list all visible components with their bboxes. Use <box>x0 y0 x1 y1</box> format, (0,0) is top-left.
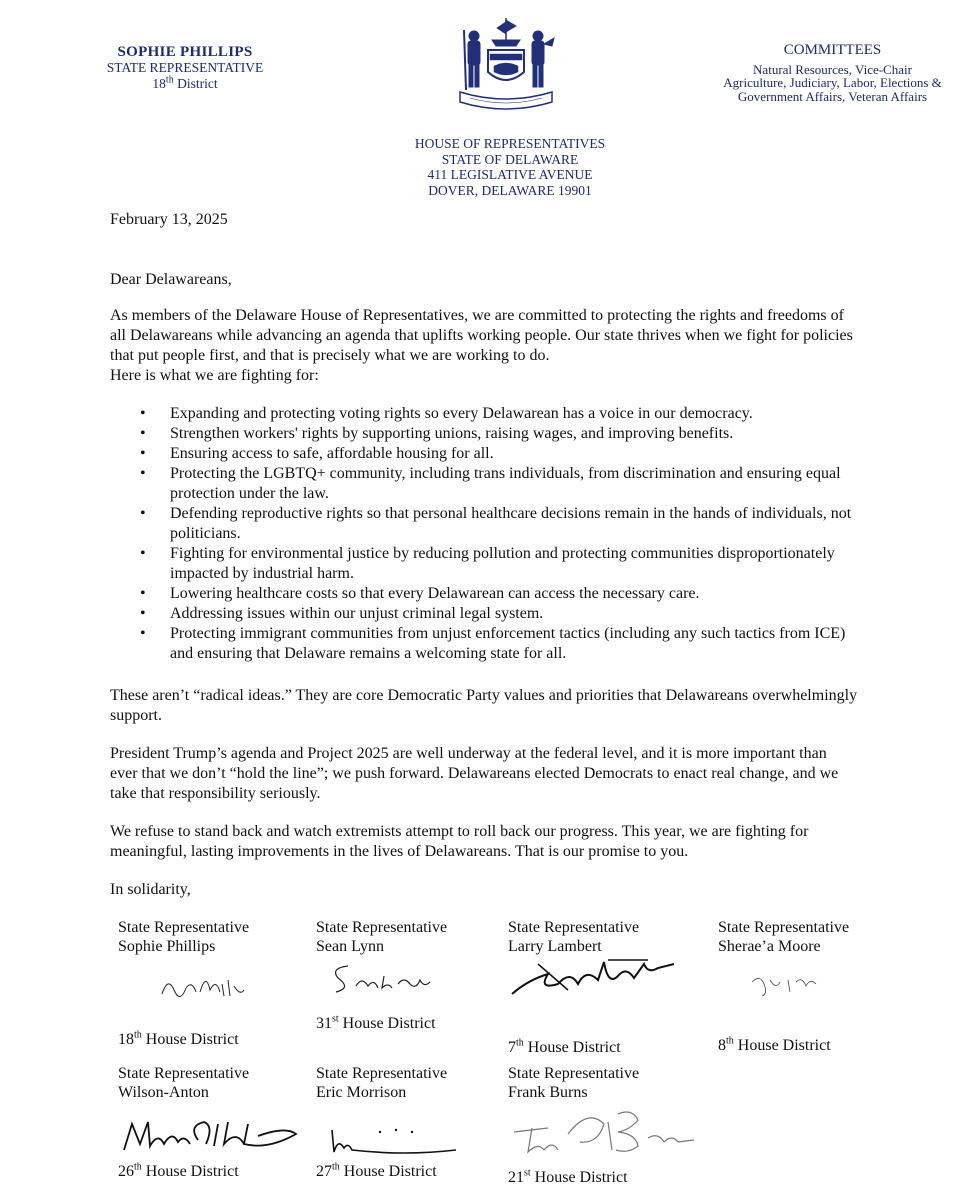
committees-block <box>700 44 965 103</box>
priorities-list <box>140 404 900 664</box>
office-address <box>380 136 640 198</box>
representative-name: SOPHIE PHILLIPS <box>117 44 253 60</box>
text-line: that put people first, and that is precisely what we are working to do. <box>110 347 550 364</box>
signature-image <box>118 1110 303 1158</box>
signature-block-moore: State Representative Sherae’a Moore 8th House District <box>718 919 850 1054</box>
list-item: • Protecting immigrant communities from unjust enforcement tactics (including any such tactics from ICE) and ensuring that Delaware remains a welcoming state for all. <box>140 624 900 664</box>
signature-image <box>158 966 248 1006</box>
values-paragraph <box>110 686 900 726</box>
text-line: As members of the Delaware House of Representatives, we are committed to protecting the rights and freedoms of <box>110 307 844 324</box>
list-item: • Protecting the LGBTQ+ community, including trans individuals, from discrimination and ensuring equal protection under the law. <box>140 464 900 504</box>
letter-greeting: Dear Delawareans, <box>110 271 232 288</box>
signature-block-phillips: State Representative Sophie Phillips 18th House District <box>118 919 250 1048</box>
signature-image <box>508 950 678 1000</box>
text-line: We refuse to stand back and watch extremists attempt to roll back our progress. This year, we are fighting for <box>110 823 809 840</box>
house-district-label: 26th House District <box>118 1161 239 1180</box>
signature-image <box>326 958 446 998</box>
signature-block-wilson-anton: State Representative Wilson-Anton 26th House District <box>118 1064 318 1102</box>
representative-district: 18th District <box>152 74 218 91</box>
text-line: ever that we don’t “hold the line”; we push forward. Delawareans elected Democrats to enact real change, and we <box>110 765 839 782</box>
list-item: • Expanding and protecting voting rights so every Delawarean has a voice in our democracy. <box>140 404 900 424</box>
address-line: 411 LEGISLATIVE AVENUE <box>427 167 593 182</box>
house-district-label: 18th House District <box>118 1029 239 1048</box>
text-line: take that responsibility seriously. <box>110 785 321 802</box>
house-district-label: 31st House District <box>316 1013 436 1032</box>
committee-line: Natural Resources, Vice-Chair <box>753 61 912 77</box>
house-district-label: 8th House District <box>718 1035 831 1054</box>
text-line: These aren’t “radical ideas.” They are core Democratic Party values and priorities that Delawareans overwhelmingly <box>110 687 858 704</box>
list-item: • Addressing issues within our unjust criminal legal system. <box>140 604 900 624</box>
committee-line: Agriculture, Judiciary, Labor, Elections & <box>723 75 942 90</box>
text-line: support. <box>110 707 162 724</box>
house-district-label: 27th House District <box>316 1161 437 1180</box>
list-item: • Fighting for environmental justice by reducing pollution and protecting communities disproportionately impacted by industrial harm. <box>140 544 900 584</box>
signature-block-lambert: State Representative Larry Lambert 7th House District <box>508 918 708 956</box>
signature-image <box>508 1104 698 1160</box>
text-line: all Delawareans while advancing an agenda that uplifts working people. Our state thrives when we fight for policies <box>110 327 853 344</box>
federal-paragraph <box>110 744 900 804</box>
text-line: President Trump’s agenda and Project 2025 are well underway at the federal level, and it is more important than <box>110 745 827 762</box>
signature-image <box>748 970 828 1000</box>
text-line: Here is what we are fighting for: <box>110 367 319 384</box>
committees-title: COMMITTEES <box>783 42 882 58</box>
committee-line: Government Affairs, Veteran Affairs <box>737 88 928 104</box>
text-line: meaningful, lasting improvements in the lives of Delawareans. That is our promise to you. <box>110 843 689 860</box>
list-item: • Defending reproductive rights so that personal healthcare decisions remain in the hands of individuals, not politicians. <box>140 504 900 544</box>
house-district-label: 21st House District <box>508 1167 628 1186</box>
list-item: • Lowering healthcare costs so that every Delawarean can access the necessary care. <box>140 584 900 604</box>
signature-block-morrison: State Representative Eric Morrison 27th House District <box>316 1064 516 1102</box>
address-line: HOUSE OF REPRESENTATIVES <box>414 136 606 151</box>
address-line: DOVER, DELAWARE 19901 <box>428 182 592 198</box>
list-item: • Ensuring access to safe, affordable housing for all. <box>140 444 900 464</box>
letterhead-left <box>80 44 290 92</box>
house-district-label: 7th House District <box>508 1037 621 1056</box>
representative-title: STATE REPRESENTATIVE <box>106 60 264 75</box>
letter-date: February 13, 2025 <box>110 211 228 228</box>
address-line: STATE OF DELAWARE <box>441 151 579 167</box>
intro-paragraph <box>110 306 900 386</box>
signature-image <box>324 1120 464 1160</box>
delaware-seal-icon <box>452 10 560 120</box>
list-item: • Strengthen workers' rights by supporting unions, raising wages, and improving benefits. <box>140 424 900 444</box>
signature-block-burns: State Representative Frank Burns 21st House District <box>508 1064 708 1102</box>
signature-block-lynn: State Representative Sean Lynn 31st House District <box>316 919 448 1032</box>
promise-paragraph <box>110 822 900 862</box>
letter-closing: In solidarity, <box>110 881 191 898</box>
